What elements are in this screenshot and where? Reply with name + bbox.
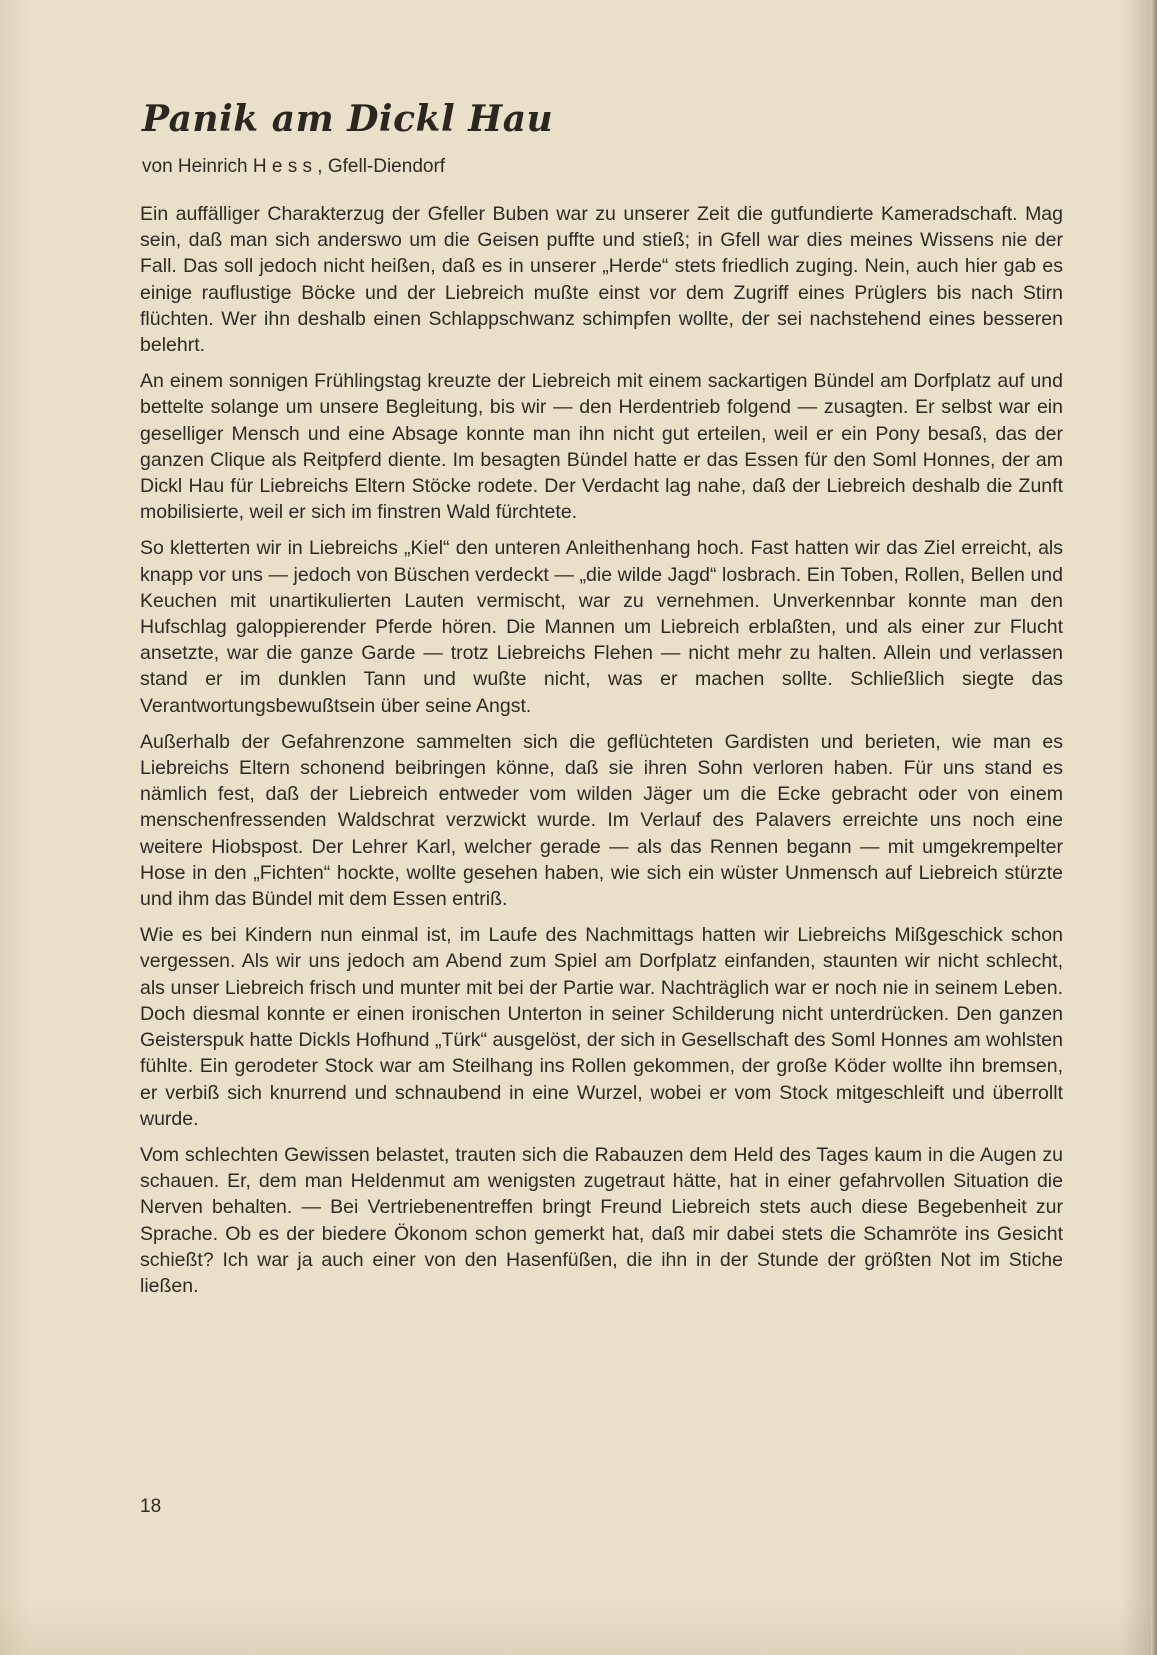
article-body: [140, 201, 1063, 1309]
article-byline: von Heinrich H e s s , Gfell-Diendorf: [142, 156, 446, 177]
paragraph: Wie es bei Kindern nun einmal ist, im Laufe des Nachmittags hatten wir Liebreichs Mißgeschick schon vergessen. Als wir uns jedoch am Abend zum Spiel am Dorfplatz einfanden, staunten wir nicht schlecht, als unser Liebreich frisch und munter mit bei der Partie war. Nachträglich war er noch nie in seinem Leben. Doch diesmal konnte er einen ironischen Unterton in seiner Schilderung nicht unterdrücken. Den ganzen Geisterspuk hatte Dickls Hofhund „Türk“ ausgelöst, der sich in Gesellschaft des Soml Honnes am wohlsten fühlte. Ein gerodeter Stock war am Steilhang ins Rollen gekommen, der große Köder wollte ihn bremsen, er verbiß sich knurrend und schnaubend in eine Wurzel, wobei er vom Stock mitgeschleift und überrollt wurde.: [140, 924, 1063, 1130]
paragraph: Vom schlechten Gewissen belastet, trauten sich die Rabauzen dem Held des Tages kaum in die Augen zu schauen. Er, dem man Heldenmut am wenigsten zugetraut hätte, hat in einer gefahrvollen Situation die Nerven behalten. — Bei Vertriebenentreffen bringt Freund Liebreich stets auch diese Begebenheit zur Sprache. Ob es der biedere Ökonom schon gemerkt hat, daß mir dabei stets die Schamröte ins Gesicht schießt? Ich war ja auch einer von den Hasenfüßen, die ihn in der Stunde der größten Not im Stiche ließen.: [140, 1143, 1063, 1297]
paragraph: So kletterten wir in Liebreichs „Kiel“ den unteren Anleithenhang hoch. Fast hatten wir das Ziel erreicht, als knapp vor uns — jedoch von Büschen verdeckt — „die wilde Jagd“ losbrach. Ein Toben, Rollen, Bellen und Keuchen mit unartikulierten Lauten vermischt, war zu vernehmen. Unverkennbar konnte man den Hufschlag galoppierender Pferde hören. Die Mannen um Liebreich erblaßten, und als einer zur Flucht ansetzte, war die ganze Garde — trotz Liebreichs Flehen — nicht mehr zu halten. Allein und verlassen stand er im dunklen Tann und wußte nicht, was er machen sollte. Schließlich siegte das Verantwortungsbewußtsein über seine Angst.: [140, 537, 1063, 717]
article-title: Panik am Dickl Hau: [142, 98, 554, 140]
paragraph: Außerhalb der Gefahrenzone sammelten sich die geflüchteten Gardisten und berieten, wie man es Liebreichs Eltern schonend beibringen könne, daß sie ihren Sohn verloren haben. Für uns stand es nämlich fest, daß der Liebreich entweder vom wilden Jäger um die Ecke gebracht oder von einem menschenfressenden Waldschrat verzwickt wurde. Im Verlauf des Palavers erreichte uns noch eine weitere Hiobspost. Der Lehrer Karl, welcher gerade — als das Rennen begann — mit umgekrempelter Hose in den „Fichten“ hockte, wollte gesehen haben, wie sich ein wüster Unmensch auf Liebreich stürzte und ihm das Bündel mit dem Essen entriß.: [140, 730, 1063, 911]
page-number: 18: [140, 1496, 162, 1517]
page-edge: [1151, 0, 1157, 1655]
paragraph: An einem sonnigen Frühlingstag kreuzte der Liebreich mit einem sackartigen Bündel am Dorfplatz auf und bettelte solange um unsere Begleitung, bis wir — den Herdentrieb folgend — zusagten. Er selbst war ein geselliger Mensch und eine Absage konnte man ihn nicht gut erteilen, weil er ein Pony besaß, das der ganzen Clique als Reitpferd diente. Im besagten Bündel hatte er das Essen für den Soml Honnes, der am Dickl Hau für Liebreichs Eltern Stöcke rodete. Der Verdacht lag nahe, daß der Liebreich deshalb die Zunft mobilisierte, weil er sich im finstren Wald fürchtete.: [140, 370, 1063, 524]
paragraph: Ein auffälliger Charakterzug der Gfeller Buben war zu unserer Zeit die gutfundierte Kameradschaft. Mag sein, daß man sich anderswo um die Geisen puffte und stieß; in Gfell war dies meines Wissens nie der Fall. Das soll jedoch nicht heißen, daß es in unserer „Herde“ stets friedlich zuging. Nein, auch hier gab es einige rauflustige Böcke und der Liebreich mußte einst vor dem Zugriff eines Prüglers bis nach Stirn flüchten. Wer ihn deshalb einen Schlappschwanz schimpfen wollte, der sei nachstehend eines besseren belehrt.: [140, 203, 1063, 357]
